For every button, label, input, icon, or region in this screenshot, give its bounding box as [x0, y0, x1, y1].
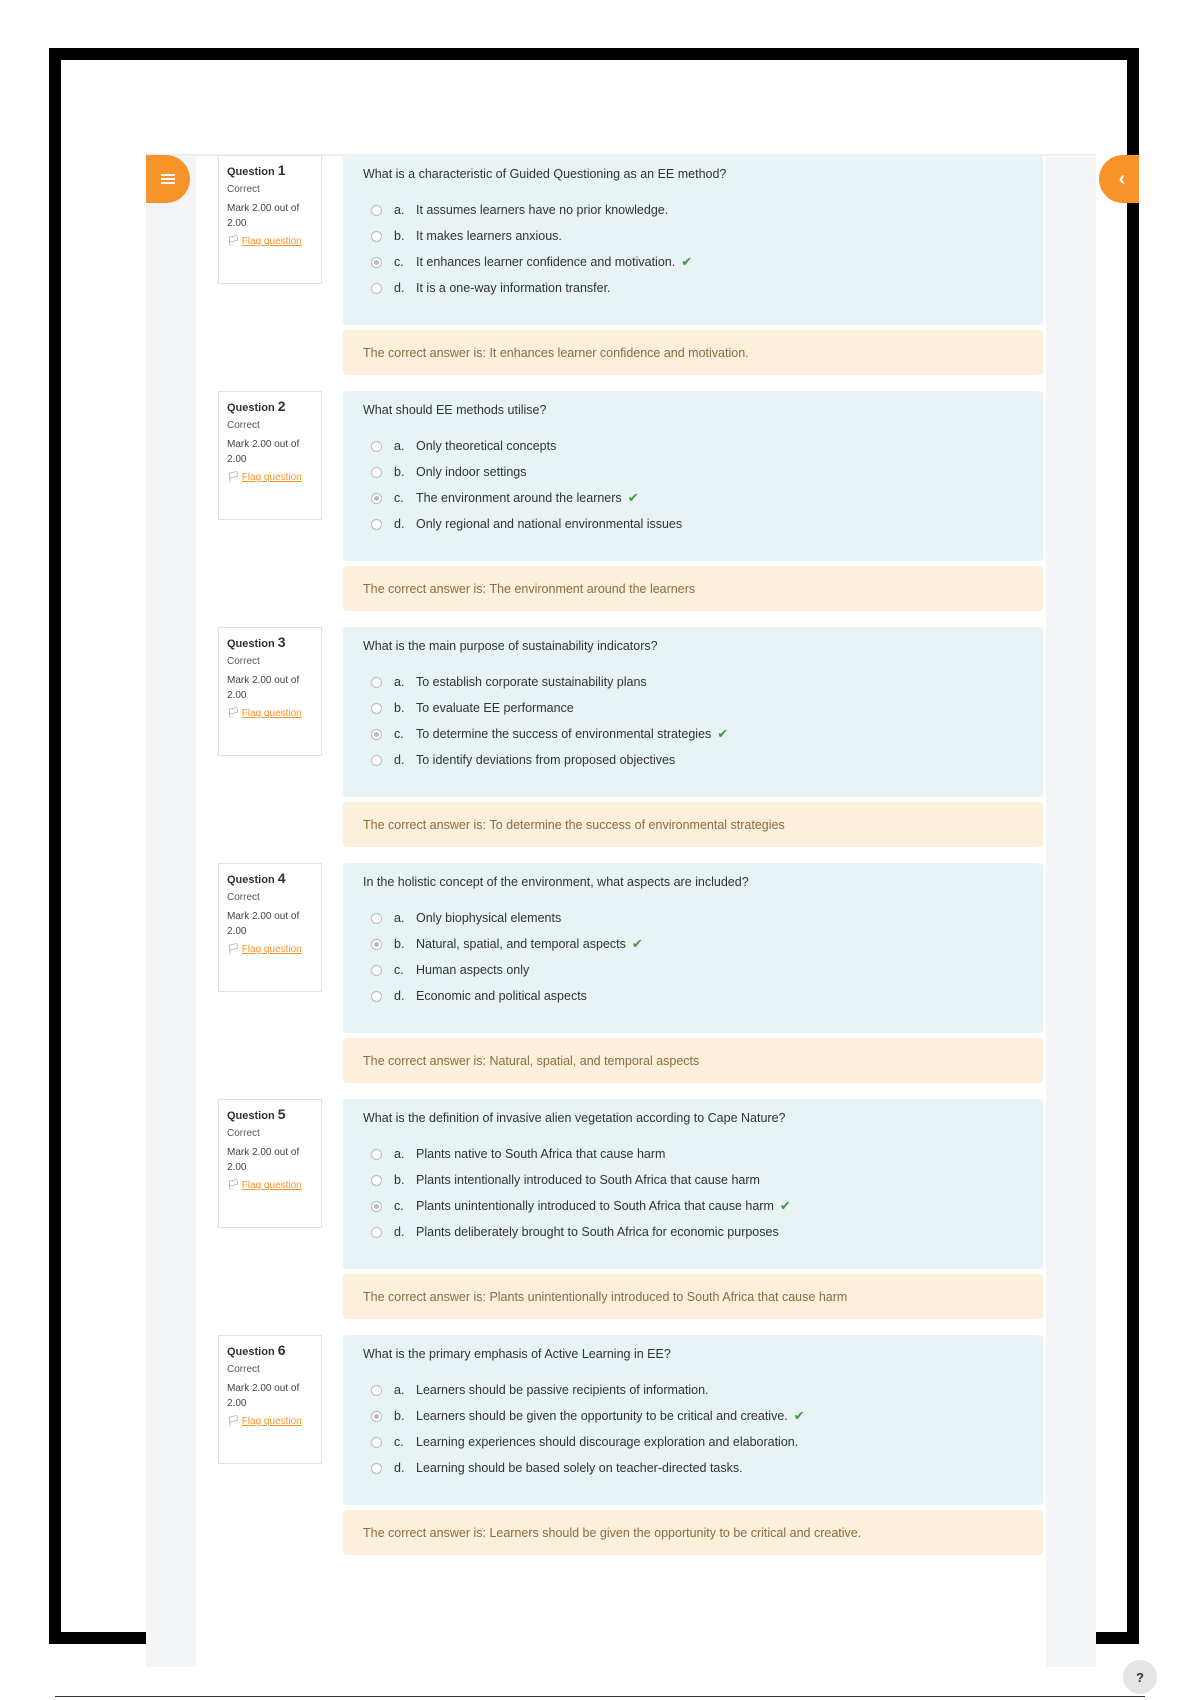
answer-option[interactable] [363, 197, 1023, 223]
answer-option[interactable] [363, 669, 1023, 695]
answer-option[interactable] [363, 983, 1023, 1009]
answer-label: Only indoor settings [416, 465, 527, 479]
answer-radio[interactable] [371, 1385, 382, 1396]
answer-radio[interactable] [371, 1437, 382, 1448]
answer-option[interactable] [363, 1455, 1023, 1481]
answer-label: Plants intentionally introduced to South Africa that cause harm [416, 1173, 760, 1187]
question-number: Question 1 [227, 162, 286, 178]
correct-answer-feedback: The correct answer is: Natural, spatial, and temporal aspects [343, 1038, 1043, 1083]
answer-letter: b. [394, 1409, 405, 1423]
flag-icon: 🏳︎ [227, 472, 240, 483]
question-info [218, 391, 322, 520]
answer-option[interactable] [363, 223, 1023, 249]
question-text: What should EE methods utilise? [363, 403, 547, 417]
answer-letter: c. [394, 727, 404, 741]
question-text: What is the main purpose of sustainability indicators? [363, 639, 658, 653]
answer-label: It enhances learner confidence and motivation. [416, 255, 676, 269]
answer-radio[interactable] [371, 257, 382, 268]
screenshot-frame [49, 48, 1144, 1685]
question-state: Correct [227, 420, 260, 431]
answer-radio[interactable] [371, 205, 382, 216]
answer-label: Learners should be given the opportunity to be critical and creative. [416, 1409, 788, 1423]
answer-option[interactable] [363, 1403, 1023, 1429]
flag-question-link[interactable]: 🏳︎ Flag question [227, 944, 302, 955]
answer-letter: d. [394, 989, 405, 1003]
answer-label: Human aspects only [416, 963, 530, 977]
check-icon: ✔ [793, 1408, 805, 1423]
answer-option[interactable] [363, 931, 1023, 957]
answer-option[interactable] [363, 1141, 1023, 1167]
answer-letter: a. [394, 1383, 405, 1397]
answer-radio[interactable] [371, 231, 382, 242]
answer-label: Plants native to South Africa that cause harm [416, 1147, 666, 1161]
question-number: Question 3 [227, 634, 286, 650]
question-state: Correct [227, 892, 260, 903]
flag-question-link[interactable]: 🏳︎ Flag question [227, 708, 302, 719]
answer-letter: b. [394, 701, 405, 715]
check-icon: ✔ [779, 1198, 791, 1213]
answer-letter: d. [394, 517, 405, 531]
answer-label: Only theoretical concepts [416, 439, 557, 453]
answer-radio[interactable] [371, 467, 382, 478]
question-content [343, 155, 1043, 325]
answer-letter: c. [394, 491, 404, 505]
question-grade: Mark 2.00 out of 2.00 [227, 439, 300, 465]
blocks-toggle-button[interactable] [1099, 155, 1139, 203]
flag-question-link[interactable]: 🏳︎ Flag question [227, 472, 302, 483]
answer-radio[interactable] [371, 1201, 382, 1212]
check-icon: ✔ [717, 726, 729, 741]
correct-answer-feedback: The correct answer is: To determine the success of environmental strategies [343, 802, 1043, 847]
flag-icon: 🏳︎ [227, 708, 240, 719]
answer-label: Economic and political aspects [416, 989, 587, 1003]
question-info [218, 863, 322, 992]
question-info [218, 627, 322, 756]
question-number: Question 5 [227, 1106, 286, 1122]
answer-letter: a. [394, 439, 405, 453]
answer-letter: b. [394, 937, 405, 951]
question-grade: Mark 2.00 out of 2.00 [227, 1147, 300, 1173]
answer-radio[interactable] [371, 1411, 382, 1422]
answer-option[interactable] [363, 905, 1023, 931]
correct-answer-feedback: The correct answer is: It enhances learner confidence and motivation. [343, 330, 1043, 375]
answer-label: Learners should be passive recipients of information. [416, 1383, 709, 1397]
answer-radio[interactable] [371, 965, 382, 976]
answer-radio[interactable] [371, 1149, 382, 1160]
answer-radio[interactable] [371, 519, 382, 530]
answer-option[interactable] [363, 1219, 1023, 1245]
answer-label: Natural, spatial, and temporal aspects [416, 937, 626, 951]
answer-label: Plants deliberately brought to South Africa for economic purposes [416, 1225, 779, 1239]
question-number: Question 4 [227, 870, 286, 886]
answer-option[interactable] [363, 1429, 1023, 1455]
question-content [343, 391, 1043, 561]
answer-option[interactable] [363, 747, 1023, 773]
question-text: What is the definition of invasive alien vegetation according to Cape Nature? [363, 1111, 786, 1125]
answer-label: Only regional and national environmental issues [416, 517, 683, 531]
question-info [218, 155, 322, 284]
answer-letter: c. [394, 963, 404, 977]
chevron-left-icon: ‹ [1118, 168, 1126, 190]
answer-radio[interactable] [371, 939, 382, 950]
check-icon: ✔ [681, 254, 693, 269]
flag-question-link[interactable]: 🏳︎ Flag question [227, 236, 302, 247]
answer-radio[interactable] [371, 991, 382, 1002]
help-button[interactable]: ? [1123, 1660, 1157, 1694]
answer-letter: a. [394, 203, 405, 217]
correct-answer-feedback: The correct answer is: Learners should be given the opportunity to be critical and creative. [343, 1510, 1043, 1555]
correct-answer-feedback: The correct answer is: Plants unintentionally introduced to South Africa that cause harm [343, 1274, 1043, 1319]
answer-radio[interactable] [371, 1175, 382, 1186]
answer-option[interactable] [363, 249, 1023, 275]
correct-answer-feedback: The correct answer is: The environment around the learners [343, 566, 1043, 611]
answer-radio[interactable] [371, 1463, 382, 1474]
answer-letter: a. [394, 1147, 405, 1161]
check-icon: ✔ [627, 490, 639, 505]
answer-letter: c. [394, 1199, 404, 1213]
answer-option[interactable] [363, 721, 1023, 747]
answer-label: The environment around the learners [416, 491, 622, 505]
answer-letter: b. [394, 229, 405, 243]
answer-label: To identify deviations from proposed objectives [416, 753, 676, 767]
flag-icon: 🏳︎ [227, 236, 240, 247]
answer-option[interactable] [363, 511, 1023, 537]
question-grade: Mark 2.00 out of 2.00 [227, 675, 300, 701]
hamburger-icon [161, 174, 175, 184]
question-info [218, 1099, 322, 1228]
answer-radio[interactable] [371, 729, 382, 740]
question-text: What is a characteristic of Guided Questioning as an EE method? [363, 167, 727, 181]
answer-letter: c. [394, 255, 404, 269]
answer-option[interactable] [363, 1167, 1023, 1193]
answer-label: To establish corporate sustainability plans [416, 675, 647, 689]
answer-option[interactable] [363, 957, 1023, 983]
question-content [343, 627, 1043, 797]
page-bottom-rule [55, 1696, 1145, 1697]
question-state: Correct [227, 1364, 260, 1375]
answer-letter: a. [394, 911, 405, 925]
answer-label: Plants unintentionally introduced to South Africa that cause harm [416, 1199, 774, 1213]
answer-label: It makes learners anxious. [416, 229, 562, 243]
answer-label: To determine the success of environmental strategies [416, 727, 712, 741]
question-content [343, 863, 1043, 1033]
question-content [343, 1099, 1043, 1269]
question-state: Correct [227, 184, 260, 195]
answer-radio[interactable] [371, 441, 382, 452]
answer-letter: d. [394, 281, 405, 295]
check-icon: ✔ [631, 936, 643, 951]
flag-icon: 🏳︎ [227, 1180, 240, 1191]
answer-label: It is a one-way information transfer. [416, 281, 611, 295]
answer-option[interactable] [363, 1377, 1023, 1403]
answer-label: Learning should be based solely on teacher-directed tasks. [416, 1461, 743, 1475]
answer-letter: a. [394, 675, 405, 689]
answer-letter: d. [394, 1461, 405, 1475]
answer-label: Only biophysical elements [416, 911, 562, 925]
answer-label: Learning experiences should discourage exploration and elaboration. [416, 1435, 799, 1449]
answer-letter: b. [394, 465, 405, 479]
flag-icon: 🏳︎ [227, 1416, 240, 1427]
question-text: In the holistic concept of the environment, what aspects are included? [363, 875, 749, 889]
flag-question-link[interactable]: 🏳︎ Flag question [227, 1416, 302, 1427]
question-state: Correct [227, 1128, 260, 1139]
question-grade: Mark 2.00 out of 2.00 [227, 911, 300, 937]
answer-radio[interactable] [371, 493, 382, 504]
answer-letter: d. [394, 1225, 405, 1239]
question-content [343, 1335, 1043, 1505]
question-text: What is the primary emphasis of Active Learning in EE? [363, 1347, 671, 1361]
answer-option[interactable] [363, 1193, 1023, 1219]
answer-option[interactable] [363, 433, 1023, 459]
answer-radio[interactable] [371, 677, 382, 688]
answer-label: It assumes learners have no prior knowledge. [416, 203, 669, 217]
answer-radio[interactable] [371, 1227, 382, 1238]
question-number: Question 2 [227, 398, 286, 414]
flag-icon: 🏳︎ [227, 944, 240, 955]
answer-letter: d. [394, 753, 405, 767]
answer-option[interactable] [363, 695, 1023, 721]
question-number: Question 6 [227, 1342, 286, 1358]
answer-letter: c. [394, 1435, 404, 1449]
answer-radio[interactable] [371, 283, 382, 294]
answer-letter: b. [394, 1173, 405, 1187]
question-grade: Mark 2.00 out of 2.00 [227, 1383, 300, 1409]
answer-radio[interactable] [371, 913, 382, 924]
question-info [218, 1335, 322, 1464]
question-state: Correct [227, 656, 260, 667]
answer-radio[interactable] [371, 755, 382, 766]
answer-option[interactable] [363, 459, 1023, 485]
answer-option[interactable] [363, 485, 1023, 511]
answer-radio[interactable] [371, 703, 382, 714]
flag-question-link[interactable]: 🏳︎ Flag question [227, 1180, 302, 1191]
question-grade: Mark 2.00 out of 2.00 [227, 203, 300, 229]
answer-option[interactable] [363, 275, 1023, 301]
answer-label: To evaluate EE performance [416, 701, 574, 715]
